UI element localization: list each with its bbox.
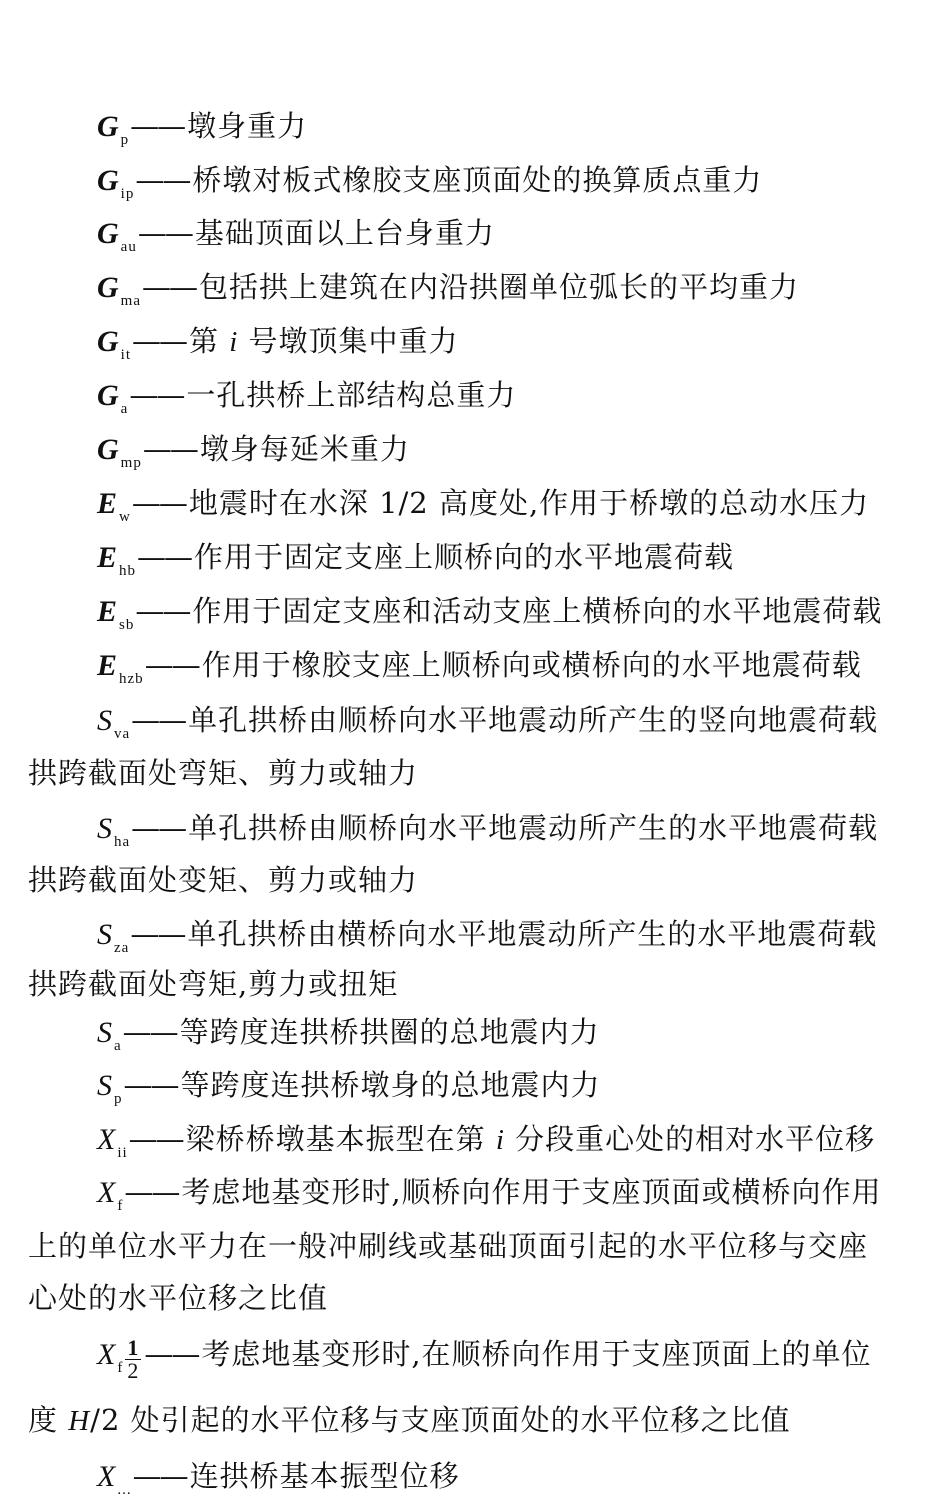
- symbol-entry: $X_{...}——$ 连拱桥基本振型位移: [97, 1459, 460, 1498]
- definition: 梁桥桥墩基本振型在第 i 分段重心处的相对水平位移: [185, 1122, 876, 1156]
- symbol-entry: $S_{za}——$ 单孔拱桥由横桥向水平地震动所产生的水平地震荷载: [97, 917, 878, 956]
- symbol-entry: $G_{ip}——$ 桥墩对板式橡胶支座顶面处的换算质点重力: [97, 163, 763, 202]
- definition: 作用于橡胶支座上顺桥向或横桥向的水平地震荷载: [201, 648, 862, 682]
- symbol-entry: $S_{ha}——$ 单孔拱桥由顺桥向水平地震动所产生的水平地震荷载: [97, 811, 879, 850]
- symbol: $E_{sb}$: [97, 595, 135, 633]
- symbol: $X_{...}$: [97, 1460, 132, 1498]
- symbol: $G_a$: [97, 379, 129, 417]
- symbol: $E_{hzb}$: [97, 649, 144, 687]
- symbol: $G_{au}$: [97, 217, 137, 255]
- symbol: $G_{it}$: [97, 325, 132, 363]
- fraction-one-half: $\frac{1}{2}$: [127, 1335, 140, 1383]
- symbol-entry: $E_{hb}——$ 作用于固定支座上顺桥向的水平地震荷载: [97, 540, 735, 579]
- symbol-entry: $E_{hzb}——$ 作用于橡胶支座上顺桥向或横桥向的水平地震荷载: [97, 648, 862, 687]
- symbol-entry: $X_f$ $\frac{1}{2}$ —— 考虑地基变形时,在顺桥向作用于支座顶面上的单位: [97, 1335, 872, 1383]
- symbol-entry: $G_a——$ 一孔拱桥上部结构总重力: [97, 378, 517, 417]
- symbol: $G_p$: [97, 110, 130, 148]
- continuation-line: 上的单位水平力在一般冲刷线或基础顶面引起的水平位移与交座: [28, 1229, 869, 1263]
- symbol: $G_{mp}$: [97, 433, 142, 471]
- symbol-entry: $E_w——$ 地震时在水深 1/2 高度处,作用于桥墩的总动水压力: [97, 486, 870, 525]
- symbol-entry: $G_p——$ 墩身重力: [97, 109, 308, 148]
- definition: 第 i 号墩顶集中重力: [189, 324, 459, 358]
- definition: 墩身每延米重力: [199, 432, 410, 466]
- continuation-line: 拱跨截面处弯矩,剪力或扭矩: [28, 967, 399, 1001]
- symbol: $G_{ip}$: [97, 164, 135, 202]
- definition: 连拱桥基本振型位移: [189, 1459, 460, 1493]
- definition: 考虑地基变形时,顺桥向作用于支座顶面或横桥向作用: [181, 1175, 882, 1209]
- symbol-entry: $G_{it}——$ 第 i 号墩顶集中重力: [97, 324, 459, 363]
- definition: 单孔拱桥由顺桥向水平地震动所产生的竖向地震荷载: [188, 703, 879, 737]
- definition: 基础顶面以上台身重力: [194, 216, 495, 250]
- definition: 作用于固定支座上顺桥向的水平地震荷载: [194, 540, 735, 574]
- definition: 作用于固定支座和活动支座上横桥向的水平地震荷载: [192, 594, 883, 628]
- symbol-entry: $G_{au}——$ 基础顶面以上台身重力: [97, 216, 495, 255]
- symbol: $S_{ha}$: [97, 812, 131, 850]
- definition: 一孔拱桥上部结构总重力: [186, 378, 517, 412]
- continuation-line: 心处的水平位移之比值: [28, 1281, 329, 1315]
- symbol: $G_{ma}$: [97, 271, 141, 309]
- definition: 包括拱上建筑在内沿拱圈单位弧长的平均重力: [199, 270, 800, 304]
- symbol-entry: $X_f——$ 考虑地基变形时,顺桥向作用于支座顶面或横桥向作用: [97, 1175, 882, 1214]
- definition: 墩身重力: [187, 109, 308, 143]
- continuation-line: 拱跨截面处弯矩、剪力或轴力: [28, 756, 419, 790]
- definition: 等跨度连拱桥墩身的总地震内力: [180, 1068, 601, 1102]
- definition: 等跨度连拱桥拱圈的总地震内力: [179, 1015, 600, 1049]
- symbol: $X_{ii}$: [97, 1123, 128, 1161]
- symbol-entry: $G_{ma}——$ 包括拱上建筑在内沿拱圈单位弧长的平均重力: [97, 270, 800, 309]
- definition: 桥墩对板式橡胶支座顶面处的换算质点重力: [192, 163, 763, 197]
- symbol-entry: $G_{mp}——$ 墩身每延米重力: [97, 432, 410, 471]
- symbol: $E_w$: [97, 487, 131, 525]
- symbol: $X_f$ $\frac{1}{2}$: [97, 1335, 140, 1383]
- symbol: $S_a$: [97, 1016, 122, 1054]
- symbol-entry: $E_{sb}——$ 作用于固定支座和活动支座上横桥向的水平地震荷载: [97, 594, 883, 633]
- definition: 单孔拱桥由横桥向水平地震动所产生的水平地震荷载: [187, 917, 878, 951]
- definition: 单孔拱桥由顺桥向水平地震动所产生的水平地震荷载: [188, 811, 879, 845]
- continuation-line: 拱跨截面处变矩、剪力或轴力: [28, 863, 419, 897]
- cropped-bottom-line: [0, 1452, 950, 1498]
- symbol-entry: $S_p——$ 等跨度连拱桥墩身的总地震内力: [97, 1068, 601, 1107]
- continuation-line: 度 H/2 处引起的水平位移与支座顶面处的水平位移之比值: [28, 1403, 791, 1437]
- definition: 地震时在水深 1/2 高度处,作用于桥墩的总动水压力: [188, 486, 870, 520]
- symbol: $S_{za}$: [97, 918, 130, 956]
- symbol-entry: $S_a——$ 等跨度连拱桥拱圈的总地震内力: [97, 1015, 600, 1054]
- definition: 考虑地基变形时,在顺桥向作用于支座顶面上的单位: [201, 1337, 872, 1371]
- symbol-entry: $X_{ii}——$ 梁桥桥墩基本振型在第 i 分段重心处的相对水平位移: [97, 1122, 876, 1161]
- symbol: $S_p$: [97, 1069, 123, 1107]
- symbol-entry: $S_{va}——$ 单孔拱桥由顺桥向水平地震动所产生的竖向地震荷载: [97, 703, 879, 742]
- symbol: $E_{hb}$: [97, 541, 137, 579]
- symbol: $X_f$: [97, 1176, 124, 1214]
- symbol: $S_{va}$: [97, 704, 131, 742]
